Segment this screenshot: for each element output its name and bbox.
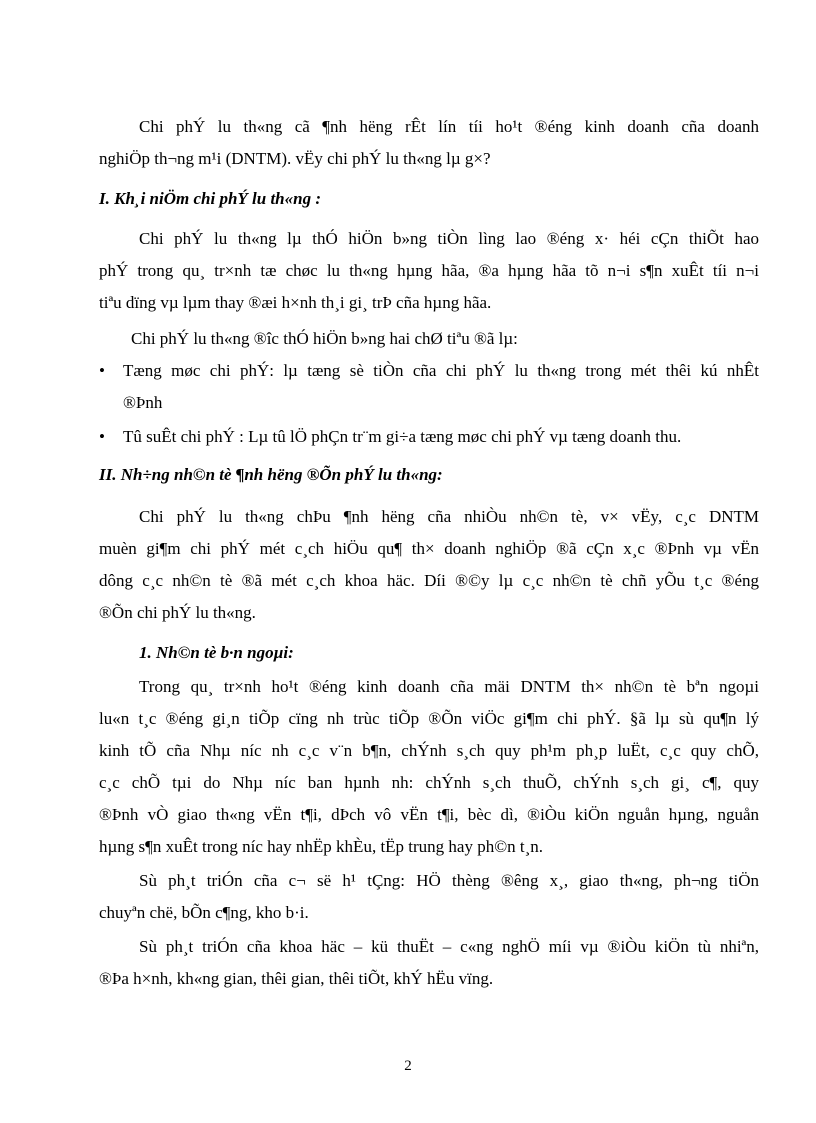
paragraph-line: phÝ trong qu¸ tr×nh tæ chøc lu th«ng hµng hãa, ®a hµng hãa tõ n¬i s¶n xuÊt tíi n¬i	[99, 261, 759, 280]
bullet-line: Tæng møc chi phÝ: lµ tæng sè tiÒn cña chi phÝ lu th«ng trong mét thêi kú nhÊt	[123, 361, 759, 380]
paragraph-line: nghiÖp th¬ng m¹i (DNTM). vËy chi phÝ lu th«ng lµ g×?	[99, 149, 491, 168]
paragraph-line: ®Þnh vÒ giao th«ng vËn t¶i, dÞch vô vËn t¶i, bèc dì, ®iÒu kiÖn nguån hµng, nguån	[99, 805, 759, 824]
paragraph-line: Chi phÝ lu th«ng ®îc thÓ hiÖn b»ng hai chØ tiªu ®ã lµ:	[131, 329, 518, 348]
paragraph-line: kinh tÕ cña Nhµ níc nh c¸c v¨n b¶n, chÝnh s¸ch quy ph¹m ph¸p luËt, c¸c quy chÕ,	[99, 741, 759, 760]
paragraph-line: Sù ph¸t triÓn cña c¬ së h¹ tÇng: HÖ thèng ®êng x¸, giao th«ng, ph¬ng tiÖn	[139, 871, 759, 890]
paragraph-line: hµng s¶n xuÊt trong níc hay nhËp khÈu, tËp trung hay ph©n t¸n.	[99, 837, 544, 856]
paragraph-line: chuyªn chë, bÕn c¶ng, kho b·i.	[99, 903, 309, 922]
paragraph-line: Chi phÝ lu th«ng lµ thÓ hiÖn b»ng tiÒn lìng lao ®éng x· héi cÇn thiÕt hao	[139, 229, 759, 248]
paragraph-line: c¸c chÕ tµi do Nhµ níc ban hµnh nh: chÝnh s¸ch thuÕ, chÝnh s¸ch gi¸ c¶, quy	[99, 773, 759, 792]
page-number: 2	[404, 1058, 412, 1074]
paragraph-line: Trong qu¸ tr×nh ho¹t ®éng kinh doanh cña mäi DNTM th× nh©n tè bªn ngoµi	[139, 677, 759, 696]
paragraph-line: Chi phÝ lu th«ng chÞu ¶nh hëng cña nhiÒu nh©n tè, v× vËy, c¸c DNTM	[139, 507, 759, 526]
paragraph-line: dông c¸c nh©n tè ®ã mét c¸ch khoa häc. Díi ®©y lµ c¸c nh©n tè chñ yÕu t¸c ®éng	[99, 571, 759, 590]
paragraph-line: muèn gi¶m chi phÝ mét c¸ch hiÖu qu¶ th× doanh nghiÖp ®ã cÇn x¸c ®Þnh vµ vËn	[99, 539, 759, 558]
section-heading-2: II. Nh÷ng nh©n tè ¶nh hëng ®Õn phÝ lu th«ng:	[99, 465, 443, 484]
paragraph-line: tiªu dïng vµ lµm thay ®æi h×nh th¸i gi¸ trÞ cña hµng hãa.	[99, 293, 492, 312]
subsection-heading: 1. Nh©n tè b·n ngoµi:	[139, 643, 294, 662]
bullet-icon: •	[99, 427, 105, 446]
paragraph-line: Sù ph¸t triÓn cña khoa häc – kü thuËt – c«ng nghÖ míi vµ ®iÒu kiÖn tù nhiªn,	[139, 937, 759, 956]
section-heading-1: I. Kh¸i niÖm chi phÝ lu th«ng :	[99, 189, 322, 208]
bullet-icon: •	[99, 361, 105, 380]
paragraph-line: Chi phÝ lu th«ng cã ¶nh hëng rÊt lín tíi ho¹t ®éng kinh doanh cña doanh	[139, 117, 759, 136]
paragraph-line: ®Þa h×nh, kh«ng gian, thêi gian, thêi tiÕt, khÝ hËu vïng.	[99, 969, 494, 988]
paragraph-line: lu«n t¸c ®éng gi¸n tiÕp cïng nh trùc tiÕp ®Õn viÖc gi¶m chi phÝ. §ã lµ sù qu¶n lý	[99, 709, 759, 728]
bullet-line: ®Þnh	[123, 393, 163, 412]
paragraph-line: ®Õn chi phÝ lu th«ng.	[99, 603, 256, 622]
bullet-line: Tû suÊt chi phÝ : Lµ tû lÖ phÇn tr¨m gi÷a tæng møc chi phÝ vµ tæng doanh thu.	[123, 427, 682, 446]
